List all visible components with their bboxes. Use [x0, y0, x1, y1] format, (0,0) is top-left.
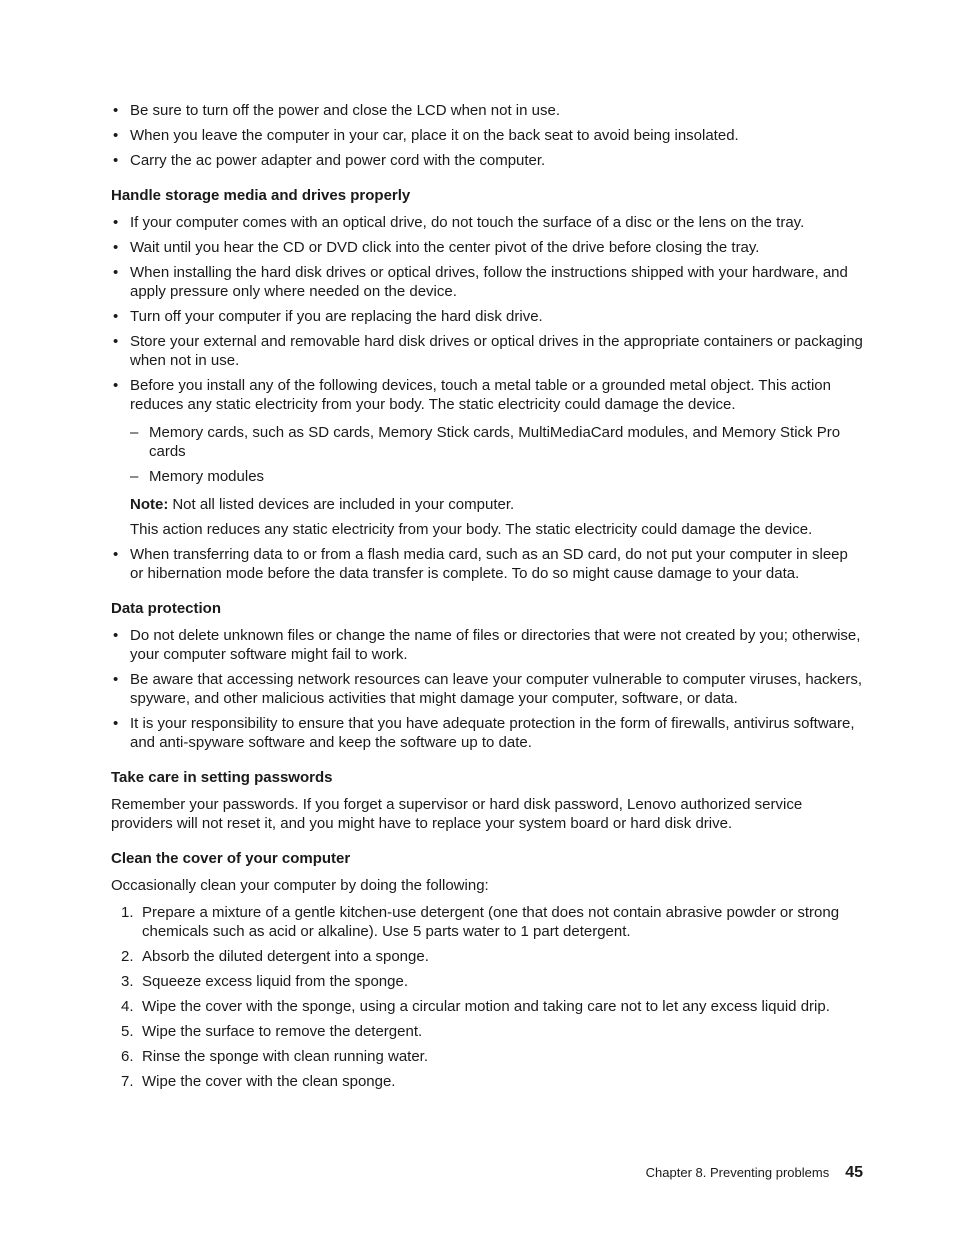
sub-list-item: – Memory modules — [111, 467, 863, 486]
numbered-step: 6. Rinse the sponge with clean running water. — [121, 1048, 429, 1065]
numbered-step: 2. Absorb the diluted detergent into a sponge. — [121, 948, 429, 965]
list-item: • When transferring data to or from a flash media card, such as an SD card, do not put your computer in sleep or hibernation mode before the data transfer is complete. To do so might cause damage to your data. — [111, 545, 863, 583]
section-heading-passwords: Take care in setting passwords — [111, 769, 333, 786]
numbered-step: 7. Wipe the cover with the clean sponge. — [121, 1073, 396, 1090]
list-item: • Before you install any of the following devices, touch a metal table or a grounded metal object. This action reduces any static electricity from your body. The static electricity could damage the device. — [111, 376, 863, 414]
paragraph: Remember your passwords. If you forget a supervisor or hard disk password, Lenovo authorized service providers will not reset it, and you might have to replace your system board or hard disk drive. — [111, 796, 803, 832]
list-item: • Carry the ac power adapter and power cord with the computer. — [111, 151, 863, 170]
list-item: • When you leave the computer in your car, place it on the back seat to avoid being insolated. — [111, 126, 863, 145]
list-item: • When installing the hard disk drives or optical drives, follow the instructions shipped with your hardware, and apply pressure only where needed on the device. — [111, 263, 863, 301]
numbered-step: 1. Prepare a mixture of a gentle kitchen-use detergent (one that does not contain abrasive powder or strong chemicals such as acid or alkaline). Use 5 parts water to 1 part detergent. — [121, 904, 840, 940]
sub-list-item: – Memory cards, such as SD cards, Memory Stick cards, MultiMediaCard modules, and Memory Stick Pro cards — [111, 423, 863, 461]
note-text: Not all listed devices are included in your computer. — [172, 496, 515, 513]
numbered-step: 4. Wipe the cover with the sponge, using a circular motion and taking care not to let any excess liquid drip. — [121, 998, 830, 1015]
list-item: • It is your responsibility to ensure that you have adequate protection in the form of firewalls, antivirus software, and anti-spyware software and keep the software up to date. — [111, 714, 863, 752]
numbered-step: 5. Wipe the surface to remove the detergent. — [121, 1023, 423, 1040]
chapter-title: Chapter 8. Preventing problems — [645, 1165, 830, 1180]
list-item: • Wait until you hear the CD or DVD click into the center pivot of the drive before closing the tray. — [111, 238, 863, 257]
list-item: • Be aware that accessing network resources can leave your computer vulnerable to computer viruses, hackers, spyware, and other malicious activities that might damage your computer, software, or data. — [111, 670, 863, 708]
section-heading-cleaning: Clean the cover of your computer — [111, 850, 351, 867]
note — [111, 495, 863, 514]
list-item: • Store your external and removable hard disk drives or optical drives in the appropriate containers or packaging when not in use. — [111, 332, 863, 370]
list-item: • Be sure to turn off the power and close the LCD when not in use. — [111, 101, 863, 120]
note-label: Note: — [130, 496, 169, 513]
numbered-step: 3. Squeeze excess liquid from the sponge. — [121, 973, 408, 990]
list-item: • If your computer comes with an optical drive, do not touch the surface of a disc or the lens on the tray. — [111, 213, 863, 232]
section-heading-data-protection: Data protection — [111, 600, 222, 617]
section-heading-storage: Handle storage media and drives properly — [111, 187, 411, 204]
list-item: • Turn off your computer if you are replacing the hard disk drive. — [111, 307, 863, 326]
static-text: This action reduces any static electricity from your body. The static electricity could damage the device. — [130, 521, 813, 538]
paragraph: Occasionally clean your computer by doing the following: — [111, 877, 489, 894]
list-item: • Do not delete unknown files or change the name of files or directories that were not created by you; otherwise, your computer software might fail to work. — [111, 626, 863, 664]
page-number: 45 — [845, 1164, 863, 1181]
page-footer — [0, 1163, 863, 1183]
page-content — [111, 101, 863, 1097]
